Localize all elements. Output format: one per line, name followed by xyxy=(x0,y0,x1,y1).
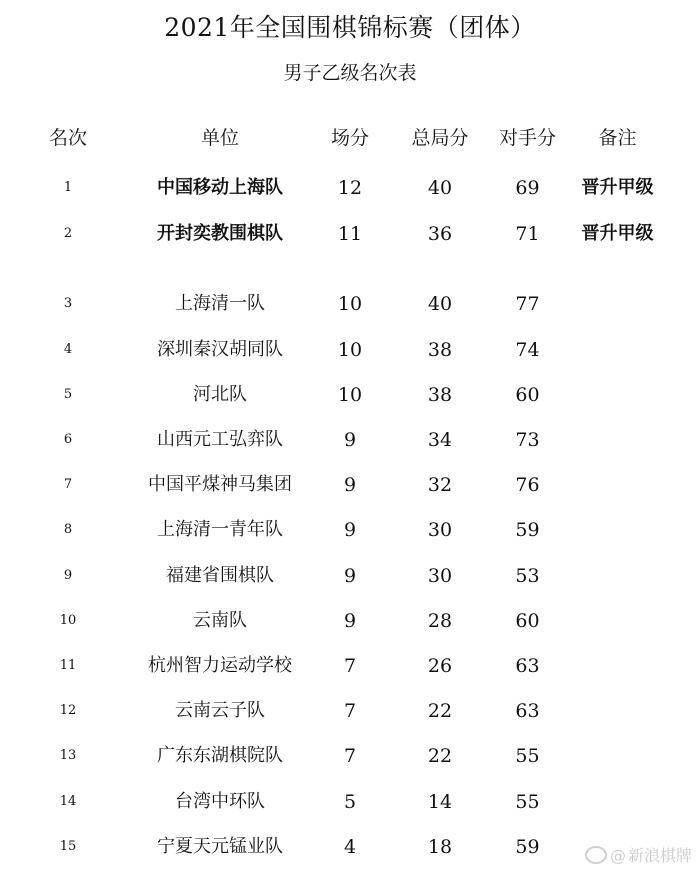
games-cell: 30 xyxy=(427,565,453,587)
watermark-text: 新浪棋牌 xyxy=(627,846,692,865)
team-cell: 福建省围棋队 xyxy=(166,565,274,586)
rank-cell: 9 xyxy=(63,568,73,583)
header-note: 备注 xyxy=(598,127,637,149)
table-row xyxy=(0,424,700,456)
team-cell: 中国平煤神马集团 xyxy=(148,474,292,495)
team-cell: 台湾中环队 xyxy=(175,791,265,812)
points-cell: 12 xyxy=(337,177,363,199)
rank-cell: 15 xyxy=(59,839,77,854)
games-cell: 38 xyxy=(427,339,453,361)
games-cell: 32 xyxy=(427,474,453,496)
note-cell xyxy=(565,605,670,637)
rank-cell: 3 xyxy=(63,296,73,311)
table-subtitle: 男子乙级名次表 xyxy=(283,62,417,84)
opponent-cell: 63 xyxy=(515,700,540,722)
opponent-cell: 77 xyxy=(515,293,540,315)
opponent-cell: 63 xyxy=(515,655,540,677)
note-cell xyxy=(565,650,670,682)
games-cell: 30 xyxy=(427,519,453,541)
opponent-cell: 60 xyxy=(515,384,540,406)
points-cell: 7 xyxy=(343,655,357,677)
games-cell: 38 xyxy=(427,384,453,406)
opponent-cell: 55 xyxy=(515,791,540,813)
document-title: 2021年全国围棋锦标赛（团体） xyxy=(164,13,536,42)
table-row xyxy=(0,288,700,320)
table-row xyxy=(0,560,700,592)
table-row xyxy=(0,379,700,411)
note-cell xyxy=(565,560,670,592)
header-rank: 名次 xyxy=(48,127,87,149)
watermark: @ 新浪棋牌 xyxy=(585,843,692,869)
rank-cell: 11 xyxy=(59,658,77,673)
header-opponent: 对手分 xyxy=(498,127,556,149)
opponent-cell: 55 xyxy=(515,745,540,767)
opponent-cell: 69 xyxy=(515,177,540,199)
table-row xyxy=(0,514,700,546)
team-cell: 深圳秦汉胡同队 xyxy=(157,339,283,360)
opponent-cell: 53 xyxy=(515,565,540,587)
weibo-logo-icon xyxy=(585,846,607,864)
note-cell xyxy=(565,514,670,546)
points-cell: 10 xyxy=(337,339,363,361)
games-cell: 18 xyxy=(427,836,453,858)
team-cell: 云南队 xyxy=(193,610,247,631)
note-cell xyxy=(565,740,670,772)
games-cell: 26 xyxy=(427,655,453,677)
team-cell: 杭州智力运动学校 xyxy=(148,655,292,676)
header-games: 总局分 xyxy=(411,127,469,149)
note-cell: 晋升甲级 xyxy=(581,177,654,198)
table-row xyxy=(0,334,700,366)
opponent-cell: 71 xyxy=(515,223,540,245)
team-cell: 河北队 xyxy=(193,384,247,405)
table-row xyxy=(0,786,700,818)
games-cell: 40 xyxy=(427,293,453,315)
header-points: 场分 xyxy=(330,127,369,149)
note-cell xyxy=(565,288,670,320)
points-cell: 10 xyxy=(337,293,363,315)
opponent-cell: 59 xyxy=(515,519,540,541)
table-row xyxy=(0,218,700,250)
points-cell: 5 xyxy=(343,791,357,813)
rank-cell: 8 xyxy=(63,522,73,537)
table-row xyxy=(0,740,700,772)
opponent-cell: 60 xyxy=(515,610,540,632)
rank-cell: 1 xyxy=(63,180,73,195)
note-cell xyxy=(565,334,670,366)
table-row xyxy=(0,172,700,204)
team-cell: 广东东湖棋院队 xyxy=(157,745,283,766)
points-cell: 7 xyxy=(343,745,357,767)
note-cell xyxy=(565,424,670,456)
table-row xyxy=(0,695,700,727)
note-cell xyxy=(565,379,670,411)
table-row xyxy=(0,650,700,682)
opponent-cell: 59 xyxy=(515,836,540,858)
rank-cell: 6 xyxy=(63,432,73,447)
team-cell: 开封奕教围棋队 xyxy=(157,223,283,244)
points-cell: 9 xyxy=(343,519,357,541)
points-cell: 4 xyxy=(343,836,357,858)
points-cell: 9 xyxy=(343,610,357,632)
rank-cell: 12 xyxy=(59,703,77,718)
team-cell: 上海清一队 xyxy=(175,293,265,314)
team-cell: 中国移动上海队 xyxy=(157,177,283,198)
note-cell: 晋升甲级 xyxy=(581,223,654,244)
games-cell: 34 xyxy=(427,429,453,451)
opponent-cell: 73 xyxy=(515,429,540,451)
games-cell: 14 xyxy=(427,791,453,813)
rank-cell: 4 xyxy=(63,342,73,357)
note-cell xyxy=(565,786,670,818)
team-cell: 宁夏天元锰业队 xyxy=(157,836,283,857)
points-cell: 9 xyxy=(343,565,357,587)
rank-cell: 10 xyxy=(59,613,77,628)
rank-cell: 5 xyxy=(63,387,73,402)
team-cell: 山西元工弘弈队 xyxy=(157,429,283,450)
table-header xyxy=(0,122,700,154)
note-cell xyxy=(565,469,670,501)
team-cell: 云南云子队 xyxy=(175,700,265,721)
rank-cell: 13 xyxy=(59,748,77,763)
games-cell: 40 xyxy=(427,177,453,199)
rank-cell: 2 xyxy=(63,226,73,241)
rank-cell: 14 xyxy=(59,794,77,809)
opponent-cell: 74 xyxy=(515,339,540,361)
games-cell: 22 xyxy=(427,745,453,767)
team-cell: 上海清一青年队 xyxy=(157,519,283,540)
games-cell: 22 xyxy=(427,700,453,722)
games-cell: 36 xyxy=(427,223,453,245)
games-cell: 28 xyxy=(427,610,453,632)
table-row xyxy=(0,469,700,501)
points-cell: 11 xyxy=(337,223,363,245)
points-cell: 9 xyxy=(343,429,357,451)
rank-cell: 7 xyxy=(63,477,73,492)
opponent-cell: 76 xyxy=(515,474,540,496)
points-cell: 9 xyxy=(343,474,357,496)
table-row xyxy=(0,605,700,637)
points-cell: 10 xyxy=(337,384,363,406)
note-cell xyxy=(565,695,670,727)
points-cell: 7 xyxy=(343,700,357,722)
header-team: 单位 xyxy=(200,127,239,149)
